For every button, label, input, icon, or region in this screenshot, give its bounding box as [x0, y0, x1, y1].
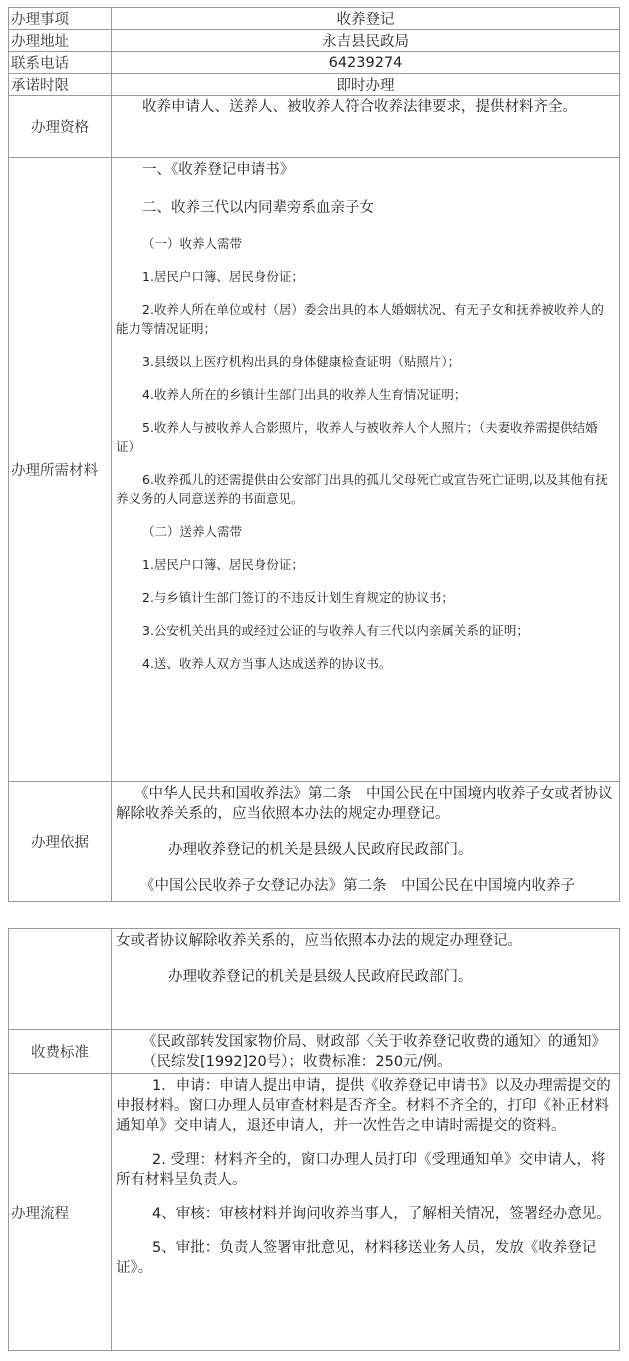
process-step-5: 5、审批：负责人签署审批意见，材料移送业务人员，发放《收养登记证》。: [116, 1240, 597, 1276]
label-empty: [9, 929, 112, 1030]
basis-text-3: 《中国公民收养子女登记办法》第二条 中国公民在中国境内收养子: [140, 878, 575, 894]
material-line: 3.县级以上医疗机构出具的身体健康检查证明（贴照片）；: [142, 354, 461, 369]
label-fee: 收费标准: [9, 1030, 112, 1074]
material-line: 二、收养三代以内同辈旁系血亲子女: [142, 200, 374, 216]
label-basis: 办理依据: [9, 782, 112, 902]
info-table-1: [8, 7, 620, 902]
material-line: 5.收养人与被收养人合影照片，收养人与被收养人个人照片；（夫妻收养需提供结婚证）: [116, 420, 598, 454]
process-step-4: 4、审核：审核材料并询问收养当事人，了解相关情况，签署经办意见。: [152, 1206, 611, 1222]
value-time-limit: 即时办理: [112, 74, 620, 96]
value-address: 永吉县民政局: [112, 30, 620, 52]
material-line: 1.居民户口簿、居民身份证；: [142, 557, 304, 572]
label-materials: 办理所需材料: [9, 158, 112, 782]
material-line: 2.与乡镇计生部门签订的不违反计划生育规定的协议书；: [142, 590, 454, 605]
value-phone: 64239274: [112, 52, 620, 74]
value-item: 收养登记: [112, 8, 620, 30]
basis-continued-2: 办理收养登记的机关是县级人民政府民政部门。: [168, 969, 473, 985]
material-line: 3.公安机关出具的或经过公证的与收养人有三代以内亲属关系的证明；: [142, 623, 529, 638]
label-phone: 联系电话: [9, 52, 112, 74]
material-line: 6.收养孤儿的还需提供由公安部门出具的孤儿父母死亡或宣告死亡证明,以及其他有抚养义务的人同意送养的书面意见。: [116, 472, 608, 506]
material-line: （一）收养人需带: [142, 236, 243, 251]
label-address: 办理地址: [9, 30, 112, 52]
material-line: （二）送养人需带: [142, 524, 243, 539]
info-table-2: [8, 928, 620, 1351]
process-step-1: 1．申请：申请人提出申请，提供《收养登记申请书》以及办理需提交的申报材料。窗口办理人员审查材料是否齐全。材料不齐全的，打印《补正材料通知单》交申请人，退还申请人，并一次性告之申请时需提交的资料。: [116, 1078, 611, 1134]
basis-text-1: 《中华人民共和国收养法》第二条 中国公民在中国境内收养子女或者协议解除收养关系的，应当依照本办法的规定办理登记。: [116, 786, 613, 822]
label-qualification: 办理资格: [9, 96, 112, 158]
material-line: 4.送、收养人双方当事人达成送养的协议书。: [142, 656, 392, 671]
label-time-limit: 承诺时限: [9, 74, 112, 96]
basis-text-2: 办理收养登记的机关是县级人民政府民政部门。: [168, 842, 473, 858]
material-line: 2.收养人所在单位或村（居）委会出具的本人婚姻状况、有无子女和抚养被收养人的能力等情况证明；: [116, 302, 604, 336]
qualification-text: 收养申请人、送养人、被收养人符合收养法律要求，提供材料齐全。: [142, 99, 577, 115]
basis-continued-1: 女或者协议解除收养关系的，应当依照本办法的规定办理登记。: [116, 933, 522, 949]
label-item: 办理事项: [9, 8, 112, 30]
materials-list: [112, 158, 620, 782]
material-line: 一、《收养登记申请书》: [142, 162, 295, 178]
material-line: 1.居民户口簿、居民身份证；: [142, 269, 304, 284]
material-line: 4.收养人所在的乡镇计生部门出具的收养人生育情况证明；: [142, 387, 467, 402]
fee-text: 《民政部转发国家物价局、财政部〈关于收养登记收费的通知〉的通知》（民综发[1992]20号）；收费标准：250元/例。: [142, 1034, 606, 1070]
label-process: 办理流程: [9, 1074, 112, 1351]
process-step-2: 2. 受理：材料齐全的，窗口办理人员打印《受理通知单》交申请人，将所有材料呈负责人。: [116, 1152, 606, 1188]
